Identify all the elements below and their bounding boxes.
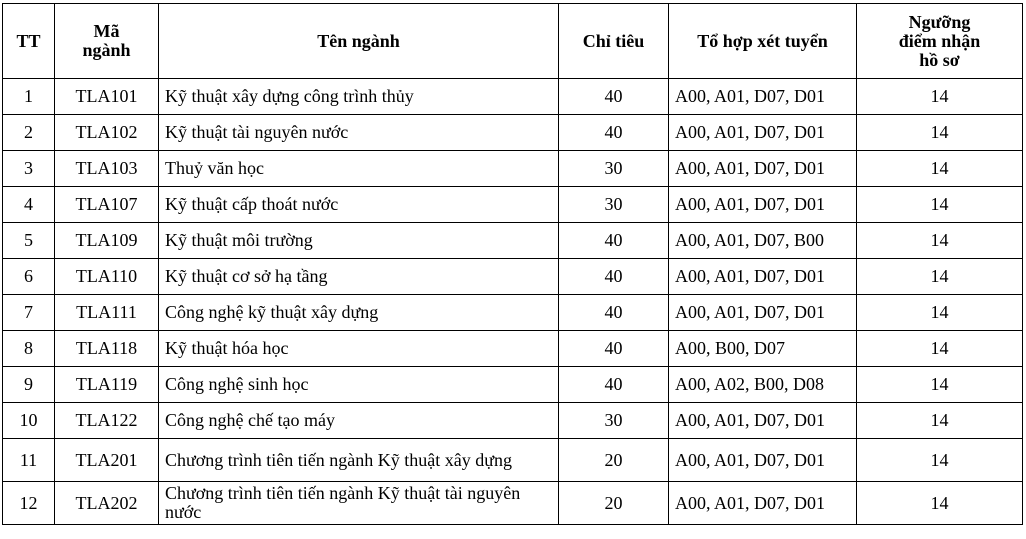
cell-to-hop: A00, A01, D07, D01 (669, 482, 857, 525)
table-row (3, 331, 1023, 367)
cell-chi-tieu: 40 (559, 115, 669, 151)
cell-ten-nganh: Công nghệ sinh học (159, 367, 559, 403)
cell-ten-nganh: Kỹ thuật môi trường (159, 223, 559, 259)
cell-ten-nganh: Chương trình tiên tiến ngành Kỹ thuật xây dựng (159, 439, 559, 482)
cell-tt: 1 (3, 79, 55, 115)
cell-chi-tieu: 20 (559, 439, 669, 482)
header-nguong-line3: hồ sơ (919, 49, 960, 70)
header-nguong-line1: Ngưỡng (908, 11, 971, 32)
cell-ma-nganh: TLA118 (55, 331, 159, 367)
cell-ten-nganh: Kỹ thuật hóa học (159, 331, 559, 367)
cell-chi-tieu: 40 (559, 223, 669, 259)
cell-nguong: 14 (857, 223, 1023, 259)
cell-tt: 3 (3, 151, 55, 187)
cell-tt: 9 (3, 367, 55, 403)
cell-to-hop: A00, B00, D07 (669, 331, 857, 367)
cell-tt: 10 (3, 403, 55, 439)
cell-ma-nganh: TLA202 (55, 482, 159, 525)
cell-ten-nganh: Công nghệ kỹ thuật xây dựng (159, 295, 559, 331)
cell-nguong: 14 (857, 151, 1023, 187)
cell-tt: 2 (3, 115, 55, 151)
cell-chi-tieu: 30 (559, 187, 669, 223)
cell-nguong: 14 (857, 79, 1023, 115)
header-nguong (857, 4, 1023, 79)
cell-tt: 7 (3, 295, 55, 331)
cell-to-hop: A00, A01, D07, D01 (669, 439, 857, 482)
header-ma-nganh (55, 4, 159, 79)
cell-chi-tieu: 40 (559, 331, 669, 367)
table-row (3, 259, 1023, 295)
cell-ma-nganh: TLA103 (55, 151, 159, 187)
cell-nguong: 14 (857, 259, 1023, 295)
table-row (3, 223, 1023, 259)
cell-tt: 4 (3, 187, 55, 223)
cell-to-hop: A00, A01, D07, D01 (669, 187, 857, 223)
cell-to-hop: A00, A01, D07, D01 (669, 259, 857, 295)
table-row (3, 403, 1023, 439)
header-ma-nganh-line1: Mã (93, 21, 120, 41)
cell-ma-nganh: TLA110 (55, 259, 159, 295)
cell-nguong: 14 (857, 187, 1023, 223)
cell-ma-nganh: TLA107 (55, 187, 159, 223)
cell-ten-nganh: Kỹ thuật xây dựng công trình thủy (159, 79, 559, 115)
header-chi-tieu: Chỉ tiêu (559, 4, 669, 79)
header-nguong-line2: điểm nhận (898, 30, 981, 51)
cell-tt: 12 (3, 482, 55, 525)
header-row (3, 4, 1023, 79)
header-tt: TT (3, 4, 55, 79)
table-row (3, 187, 1023, 223)
admission-table (2, 3, 1023, 525)
cell-ten-nganh: Kỹ thuật cơ sở hạ tầng (159, 259, 559, 295)
cell-ma-nganh: TLA101 (55, 79, 159, 115)
cell-ten-nganh: Chương trình tiên tiến ngành Kỹ thuật tài nguyên nước (159, 482, 559, 525)
cell-nguong: 14 (857, 367, 1023, 403)
table-row (3, 79, 1023, 115)
cell-to-hop: A00, A01, D07, D01 (669, 403, 857, 439)
cell-chi-tieu: 40 (559, 295, 669, 331)
cell-tt: 5 (3, 223, 55, 259)
cell-chi-tieu: 20 (559, 482, 669, 525)
cell-nguong: 14 (857, 403, 1023, 439)
cell-to-hop: A00, A01, D07, D01 (669, 79, 857, 115)
cell-chi-tieu: 30 (559, 403, 669, 439)
cell-ten-nganh: Kỹ thuật tài nguyên nước (159, 115, 559, 151)
table-row (3, 367, 1023, 403)
cell-ma-nganh: TLA122 (55, 403, 159, 439)
cell-ma-nganh: TLA119 (55, 367, 159, 403)
cell-ten-nganh: Thuỷ văn học (159, 151, 559, 187)
header-ma-nganh-line2: ngành (82, 40, 131, 60)
cell-tt: 6 (3, 259, 55, 295)
cell-nguong: 14 (857, 295, 1023, 331)
cell-to-hop: A00, A01, D07, B00 (669, 223, 857, 259)
cell-nguong: 14 (857, 482, 1023, 525)
cell-ten-nganh: Kỹ thuật cấp thoát nước (159, 187, 559, 223)
header-to-hop: Tổ hợp xét tuyển (669, 4, 857, 79)
cell-nguong: 14 (857, 115, 1023, 151)
cell-nguong: 14 (857, 331, 1023, 367)
cell-tt: 8 (3, 331, 55, 367)
cell-to-hop: A00, A01, D07, D01 (669, 151, 857, 187)
cell-chi-tieu: 40 (559, 79, 669, 115)
cell-to-hop: A00, A01, D07, D01 (669, 115, 857, 151)
cell-to-hop: A00, A02, B00, D08 (669, 367, 857, 403)
cell-ma-nganh: TLA102 (55, 115, 159, 151)
cell-chi-tieu: 40 (559, 367, 669, 403)
cell-tt: 11 (3, 439, 55, 482)
table-row (3, 439, 1023, 482)
table-row (3, 115, 1023, 151)
table-row (3, 295, 1023, 331)
cell-chi-tieu: 40 (559, 259, 669, 295)
cell-ma-nganh: TLA111 (55, 295, 159, 331)
cell-nguong: 14 (857, 439, 1023, 482)
table-row (3, 151, 1023, 187)
cell-ten-nganh: Công nghệ chế tạo máy (159, 403, 559, 439)
cell-ma-nganh: TLA201 (55, 439, 159, 482)
cell-ma-nganh: TLA109 (55, 223, 159, 259)
header-ten-nganh: Tên ngành (159, 4, 559, 79)
cell-to-hop: A00, A01, D07, D01 (669, 295, 857, 331)
table-row (3, 482, 1023, 525)
cell-chi-tieu: 30 (559, 151, 669, 187)
